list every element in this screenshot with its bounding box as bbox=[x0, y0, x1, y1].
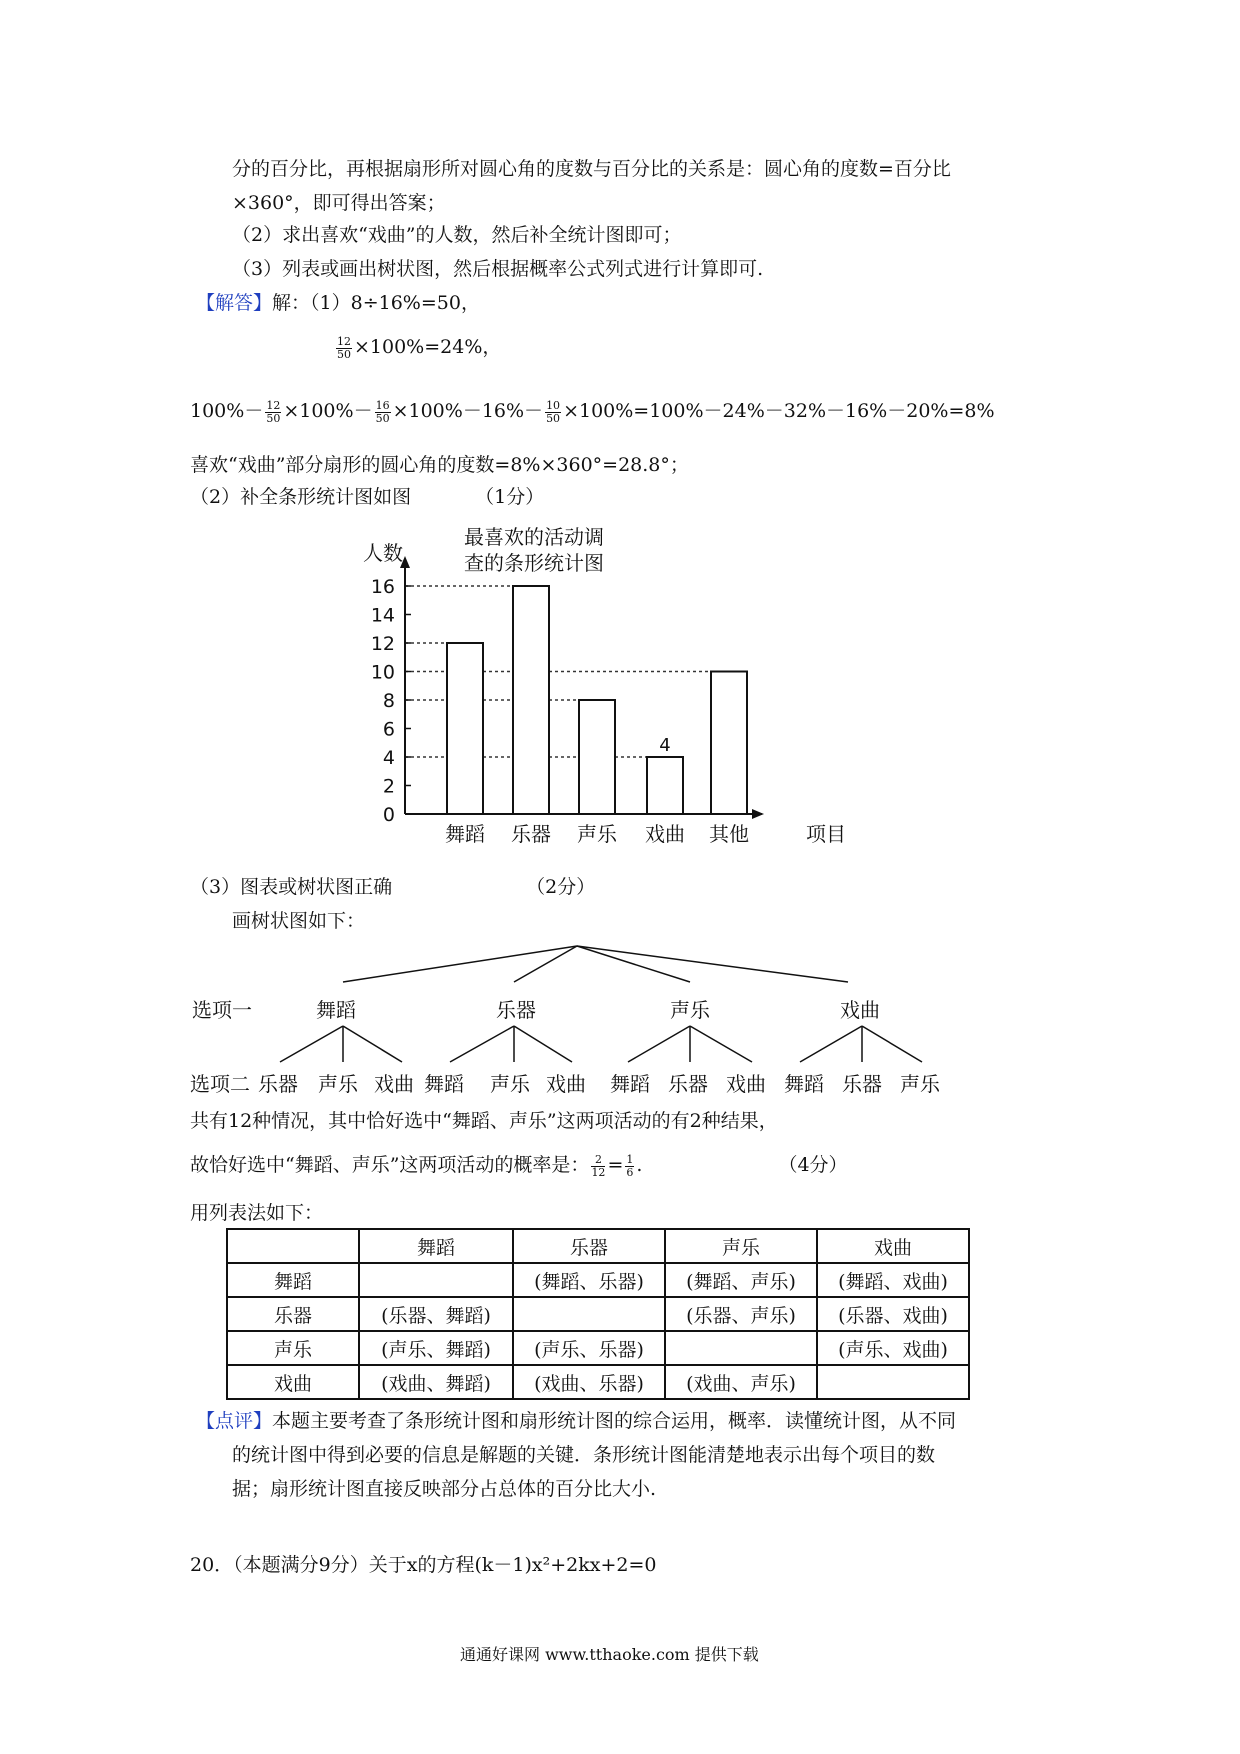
tree-leaf: 舞蹈 bbox=[424, 1072, 464, 1096]
bar-舞蹈 bbox=[447, 643, 483, 814]
answer-line-5: （2）补全条形统计图如图 （1分） bbox=[190, 486, 545, 508]
y-tick-label: 8 bbox=[382, 690, 395, 712]
y-tick-label: 2 bbox=[382, 775, 395, 798]
answer-text-1: 解：（1）8÷16%=50， bbox=[272, 292, 480, 314]
tree-leaf: 声乐 bbox=[900, 1072, 940, 1096]
bar-乐器 bbox=[513, 586, 549, 814]
tree-leaf: 声乐 bbox=[490, 1072, 530, 1096]
x-axis-label: 项目 bbox=[806, 822, 846, 846]
fraction: $\frac{12}{50}$ bbox=[337, 334, 351, 361]
table-row bbox=[227, 1297, 969, 1331]
x-tick-label: 声乐 bbox=[577, 822, 617, 846]
table-cell bbox=[227, 1229, 359, 1263]
table-row bbox=[227, 1263, 969, 1297]
table-cell: (舞蹈、乐器) bbox=[513, 1263, 665, 1297]
table-cell: (戏曲、乐器) bbox=[513, 1365, 665, 1399]
tree-diagram-lines bbox=[0, 930, 1240, 1070]
table-cell: (声乐、舞蹈) bbox=[359, 1331, 513, 1365]
table-header-cell: 舞蹈 bbox=[359, 1229, 513, 1263]
x-tick-label: 戏曲 bbox=[645, 822, 685, 846]
table-cell bbox=[513, 1297, 665, 1331]
tree-leaf: 乐器 bbox=[668, 1072, 708, 1096]
intro-line-4: （3）列表或画出树状图，然后根据概率公式列式进行计算即可. bbox=[232, 258, 764, 280]
tree-node: 声乐 bbox=[670, 998, 710, 1022]
x-tick-label: 乐器 bbox=[511, 822, 551, 846]
bar-chart bbox=[352, 520, 912, 850]
tree-level2-label: 选项二 bbox=[190, 1072, 250, 1096]
score: （1分） bbox=[475, 486, 545, 508]
table-row bbox=[227, 1365, 969, 1399]
table-cell: (舞蹈、戏曲) bbox=[817, 1263, 969, 1297]
result-line-3: 用列表法如下： bbox=[190, 1202, 324, 1224]
table-cell bbox=[665, 1331, 817, 1365]
tree-leaf: 戏曲 bbox=[546, 1072, 586, 1096]
x-tick-label: 其他 bbox=[709, 822, 749, 846]
x-tick-label: 舞蹈 bbox=[445, 822, 485, 846]
comment-line-2: 的统计图中得到必要的信息是解题的关键．条形统计图能清楚地表示出每个项目的数 bbox=[232, 1444, 936, 1466]
tree-level1-label: 选项一 bbox=[192, 998, 252, 1022]
tree-leaf: 戏曲 bbox=[374, 1072, 414, 1096]
bar-戏曲 bbox=[647, 757, 683, 814]
y-tick-label: 14 bbox=[370, 604, 395, 627]
y-tick-label: 6 bbox=[382, 718, 395, 741]
result-line-2: 故恰好选中“舞蹈、声乐”这两项活动的概率是： $\frac{2}{12}$ = $\frac{1}{6}$ . （4分） bbox=[190, 1152, 848, 1179]
footer-credit: 通通好课网 www.tthaoke.com 提供下载 bbox=[460, 1645, 759, 1664]
table-cell: (乐器、声乐) bbox=[665, 1297, 817, 1331]
answer-tag: 【解答】 bbox=[196, 292, 273, 314]
data-label: 4 bbox=[659, 735, 671, 756]
table-row bbox=[227, 1331, 969, 1365]
table-header-cell: 乐器 bbox=[513, 1229, 665, 1263]
tree-node: 戏曲 bbox=[840, 998, 880, 1022]
answer-line-4: 喜欢“戏曲”部分扇形的圆心角的度数=8%×360°=28.8°； bbox=[190, 454, 689, 476]
answer-line-2: $\frac{12}{50}$ ×100%=24%， bbox=[337, 334, 502, 361]
table-cell bbox=[817, 1365, 969, 1399]
y-tick-label: 4 bbox=[382, 747, 395, 769]
table-cell: (乐器、戏曲) bbox=[817, 1297, 969, 1331]
question-20: 20．（本题满分9分）关于x的方程(k－1)x²+2kx+2=0 bbox=[190, 1554, 657, 1576]
tree-leaf: 戏曲 bbox=[726, 1072, 766, 1096]
bar-其他 bbox=[711, 672, 747, 815]
fraction: $\frac{16}{50}$ bbox=[375, 398, 390, 425]
intro-line-2: ×360°，即可得出答案； bbox=[232, 192, 446, 214]
table-cell: (戏曲、声乐) bbox=[665, 1365, 817, 1399]
bar-声乐 bbox=[579, 700, 615, 814]
probability-table bbox=[226, 1228, 970, 1400]
tree-node: 舞蹈 bbox=[316, 998, 356, 1022]
comment-tag: 【点评】 bbox=[196, 1410, 273, 1432]
fraction: $\frac{1}{6}$ bbox=[626, 1152, 634, 1179]
y-tick-label: 0 bbox=[382, 804, 395, 826]
fraction: $\frac{2}{12}$ bbox=[591, 1152, 606, 1179]
intro-line-1: 分的百分比，再根据扇形所对圆心角的度数与百分比的关系是：圆心角的度数=百分比 bbox=[232, 158, 951, 180]
tree-leaf: 舞蹈 bbox=[610, 1072, 650, 1096]
table-header-row bbox=[227, 1229, 969, 1263]
tree-leaf: 乐器 bbox=[258, 1072, 298, 1096]
part3-line-2: 画树状图如下： bbox=[232, 910, 366, 932]
answer-line-3: 100%－ $\frac{12}{50}$ ×100%－ $\frac{16}{50}$ ×100%－16%－ $\frac{10}{50}$ ×100%=100%－24%－32%－16%－20%=8% bbox=[190, 398, 995, 425]
chart-title-line-1: 最喜欢的活动调 bbox=[464, 525, 604, 549]
comment-line-1: 【点评】本题主要考查了条形统计图和扇形统计图的综合运用，概率．读懂统计图，从不同 bbox=[196, 1410, 957, 1432]
table-header-cell: 声乐 bbox=[665, 1229, 817, 1263]
y-tick-label: 16 bbox=[370, 576, 395, 598]
part3-line-1: （3）图表或树状图正确 （2分） bbox=[190, 876, 596, 898]
score: （2分） bbox=[526, 876, 596, 898]
table-cell: (乐器、舞蹈) bbox=[359, 1297, 513, 1331]
y-tick-label: 10 bbox=[370, 661, 395, 684]
table-row-header: 声乐 bbox=[227, 1331, 359, 1365]
tree-leaf: 声乐 bbox=[318, 1072, 358, 1096]
y-tick-label: 12 bbox=[370, 633, 395, 655]
tree-leaf: 乐器 bbox=[842, 1072, 882, 1096]
table-header-cell: 戏曲 bbox=[817, 1229, 969, 1263]
table-row-header: 乐器 bbox=[227, 1297, 359, 1331]
tree-leaf: 舞蹈 bbox=[784, 1072, 824, 1096]
fraction: $\frac{12}{50}$ bbox=[266, 398, 281, 425]
x-axis-arrow bbox=[752, 809, 764, 819]
chart-title-line-2: 查的条形统计图 bbox=[464, 551, 604, 575]
table-row-header: 戏曲 bbox=[227, 1365, 359, 1399]
fraction: $\frac{10}{50}$ bbox=[546, 398, 561, 425]
result-line-1: 共有12种情况，其中恰好选中“舞蹈、声乐”这两项活动的有2种结果， bbox=[190, 1110, 778, 1132]
tree-node: 乐器 bbox=[496, 998, 536, 1022]
table-cell: (声乐、戏曲) bbox=[817, 1331, 969, 1365]
y-axis-label: 人数 bbox=[363, 541, 403, 565]
table-cell: (舞蹈、声乐) bbox=[665, 1263, 817, 1297]
table-cell: (声乐、乐器) bbox=[513, 1331, 665, 1365]
table-cell bbox=[359, 1263, 513, 1297]
comment-line-3: 据；扇形统计图直接反映部分占总体的百分比大小. bbox=[232, 1478, 657, 1500]
score: （4分） bbox=[778, 1154, 848, 1176]
answer-line-1 bbox=[196, 288, 480, 315]
intro-line-3: （2）求出喜欢“戏曲”的人数，然后补全统计图即可； bbox=[232, 224, 682, 246]
table-cell: (戏曲、舞蹈) bbox=[359, 1365, 513, 1399]
table-row-header: 舞蹈 bbox=[227, 1263, 359, 1297]
